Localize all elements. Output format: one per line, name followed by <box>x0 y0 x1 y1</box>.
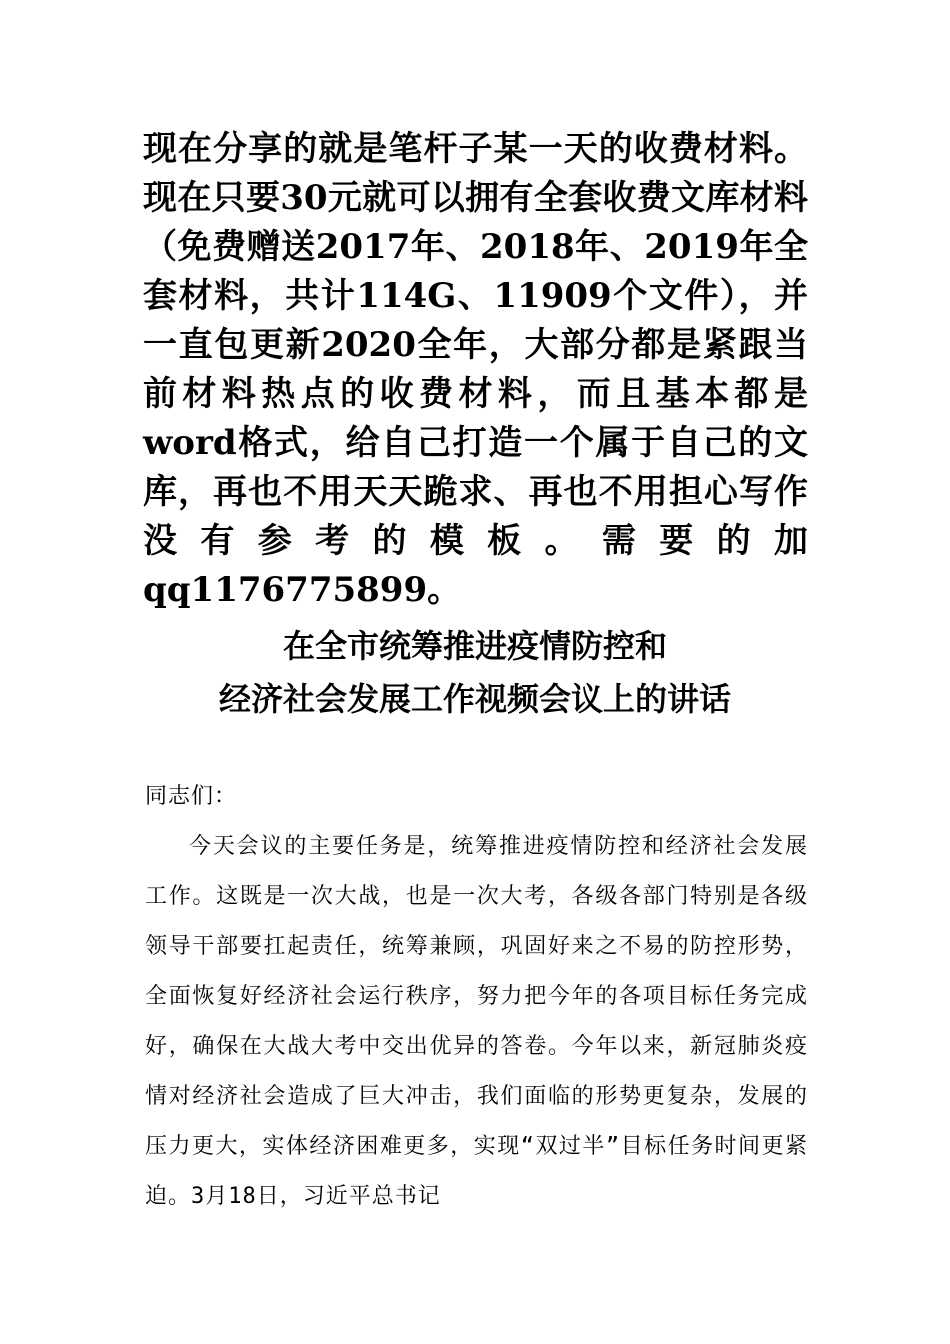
title-line-1: 在全市统筹推进疫情防控和 <box>282 627 667 665</box>
title-line-2: 经济社会发展工作视频会议上的讲话 <box>218 680 731 718</box>
speech-title <box>100 620 850 726</box>
salutation: 同志们： <box>145 784 238 809</box>
promo-paragraph: 现在分享的就是笔杆子某一天的收费材料。现在只要30元就可以拥有全套收费文库材料（免费赠送2017年、2018年、2019年全套材料，共计114G、11909个文件），并一直包更新2020全年，大部分都是紧跟当前材料热点的收费材料，而且基本都是word格式，给自己打造一个属于自己的文库，再也不用天天跪求、再也不用担心写作没有参考的模板。需要的加qq1176775899。 <box>143 129 808 610</box>
body-paragraph: 今天会议的主要任务是，统筹推进疫情防控和经济社会发展工作。这既是一次大战，也是一次大考，各级各部门特别是各级领导干部要扛起责任，统筹兼顾，巩固好来之不易的防控形势，全面恢复好经济社会运行秩序，努力把今年的各项目标任务完成好，确保在大战大考中交出优异的答卷。今年以来，新冠肺炎疫情对经济社会造成了巨大冲击，我们面临的形势更复杂，发展的压力更大，实体经济困难更多，实现“双过半”目标任务时间更紧迫。3月18日，习近平总书记 <box>145 834 808 1209</box>
speech-body <box>145 772 808 1222</box>
